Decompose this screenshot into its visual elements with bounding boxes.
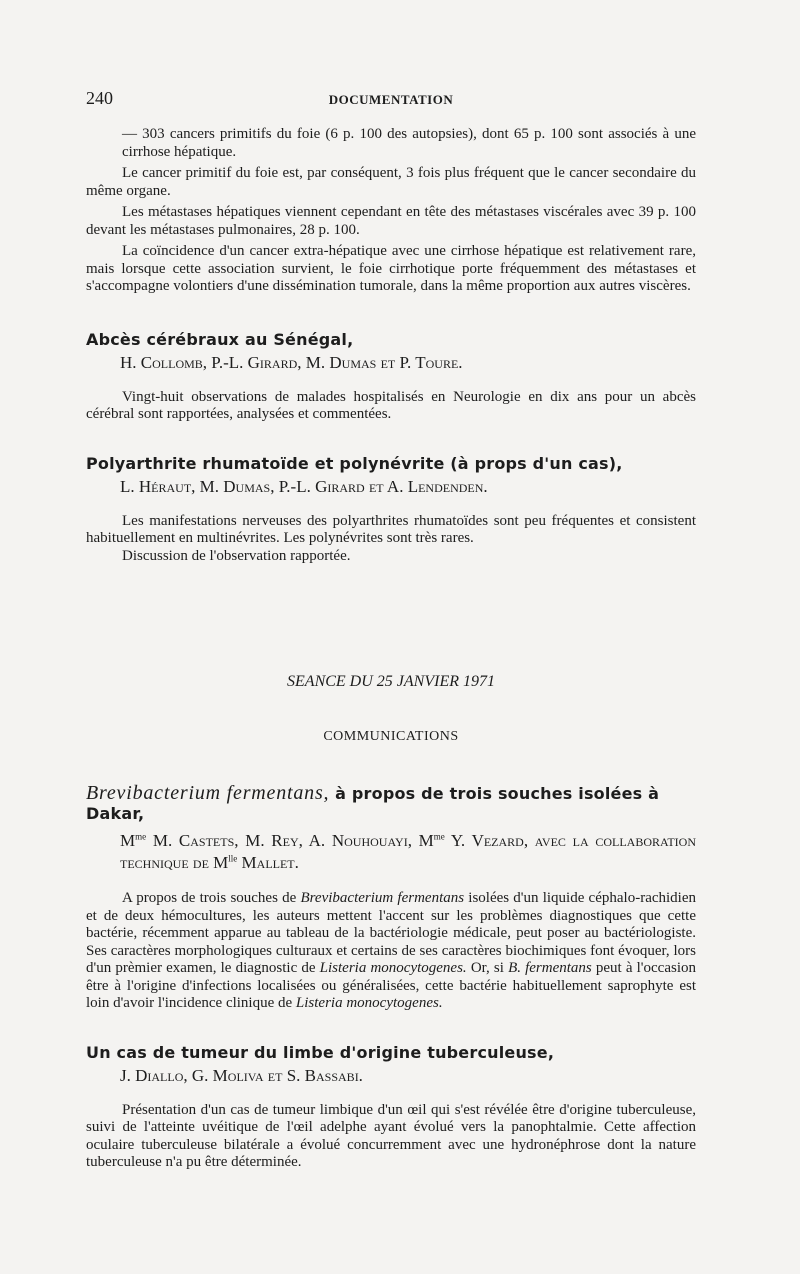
article-title-abces: Abcès cérébraux au Sénégal,: [86, 329, 354, 349]
session-title: SEANCE DU 25 JANVIER 1971: [287, 673, 495, 690]
intro-paragraph-3: Les métastases hépatiques viennent cependant en tête des métastases viscérales avec 39 p. 100 devant les métastases pulmonaires, 28 p. 100.: [86, 204, 696, 238]
body-text-3: Or, si: [466, 960, 509, 976]
body-italic-1: Brevibacterium fermentans: [300, 890, 465, 906]
article-title-tumeur: Un cas de tumeur du limbe d'origine tuberculeuse,: [86, 1042, 555, 1062]
author-sup-2: me: [433, 831, 445, 842]
article-authors-brevibacterium: [120, 830, 696, 874]
author-names-1: M. Castets, M. Rey, A. Nouhouayi, M: [146, 831, 434, 850]
page-number: 240: [86, 88, 113, 108]
article-body-brevibacterium: [86, 890, 696, 1013]
intro-paragraph-4: La coïncidence d'un cancer extra-hépatique avec une cirrhose hépatique est relativement rare, mais lorsque cette association survient, le foie cirrhotique porte fréquemment des métastases et s'accompagne volontiers d'une dissémination tumorale, dans la même proportion aux autres viscères.: [86, 243, 696, 294]
body-text-4: peut à l'occasion être à l'origine d'infections localisées ou généralisées, cette bactérie habituellement saprophyte est loin d'avoir l'incidence clinique de: [86, 960, 696, 1011]
intro-paragraph-2: Le cancer primitif du foie est, par conséquent, 3 fois plus fréquent que le cancer secondaire du même organe.: [86, 165, 696, 199]
author-prefix: M: [120, 831, 136, 850]
session-subtitle: COMMUNICATIONS: [323, 729, 459, 744]
author-sup-3: lle: [228, 853, 238, 864]
intro-paragraph-1: — 303 cancers primitifs du foie (6 p. 100 des autopsies), dont 65 p. 100 sont associés à une cirrhose hépatique.: [122, 126, 696, 160]
article-title-polyarthrite: Polyarthrite rhumatoïde et polynévrite (à props d'un cas),: [86, 453, 623, 473]
article-title-rest: à propos de trois souches isolées à Dakar,: [86, 784, 660, 823]
article-title-italic: Brevibacterium fermentans,: [86, 782, 330, 804]
article-body-abces: Vingt-huit observations de malades hospitalisés en Neurologie en dix ans pour un abcès cérébral sont rapportées, analysées et commentées.: [86, 388, 696, 422]
body-text-2: isolées d'un liquide céphalo-rachidien et de deux hémocultures, les auteurs mettent l'accent sur les problèmes diagnostiques que cette bactérie, récemment apparue au tableau de la bactériologie médicale, peut poser au bactériologiste. Ses caractères morphologiques culturaux et certains de ses caractères biochimiques font évoquer, lors d'un prèmier examen, le diagnostic de: [86, 890, 696, 976]
article-body-polyarthrite-2: Discussion de l'observation rapportée.: [122, 547, 351, 564]
article-authors-polyarthrite: L. Héraut, M. Dumas, P.-L. Girard et A. Lendenden.: [120, 476, 488, 496]
article-authors-tumeur: J. Diallo, G. Moliva et S. Bassabi.: [120, 1065, 363, 1085]
article-authors-abces: H. Collomb, P.-L. Girard, M. Dumas et P. Toure.: [120, 352, 463, 372]
body-italic-2: Listeria monocytogenes.: [319, 960, 467, 976]
running-head: DOCUMENTATION: [328, 92, 454, 107]
body-italic-3: B. fermentans: [508, 960, 592, 976]
author-names-3: Mallet.: [237, 853, 299, 872]
author-names-2: Y. Vezard, avec la collaboration technique de M: [120, 831, 696, 872]
body-text-1: A propos de trois souches de: [122, 890, 301, 906]
article-body-tumeur: Présentation d'un cas de tumeur limbique d'un œil qui s'est révélée être d'origine tuberculeuse, suivi de l'atteinte uvéitique de l'œil adelphe ayant évolué vers la panophtalmie. Cette affection oculaire tuberculeuse bilatérale a évolué concurremment avec une hydronéphrose dont la nature tuberculeuse n'a pu être déterminée.: [86, 1101, 696, 1170]
article-body-polyarthrite: Les manifestations nerveuses des polyarthrites rhumatoïdes sont peu fréquentes et consistent habituellement en multinévrites. Les polynévrites sont très rares.: [86, 512, 696, 546]
article-title-brevibacterium: [86, 783, 696, 824]
page-header: [86, 88, 696, 112]
author-sup-1: me: [135, 831, 147, 842]
body-italic-4: Listeria monocytogenes.: [295, 995, 443, 1011]
page-content: [86, 126, 696, 1172]
